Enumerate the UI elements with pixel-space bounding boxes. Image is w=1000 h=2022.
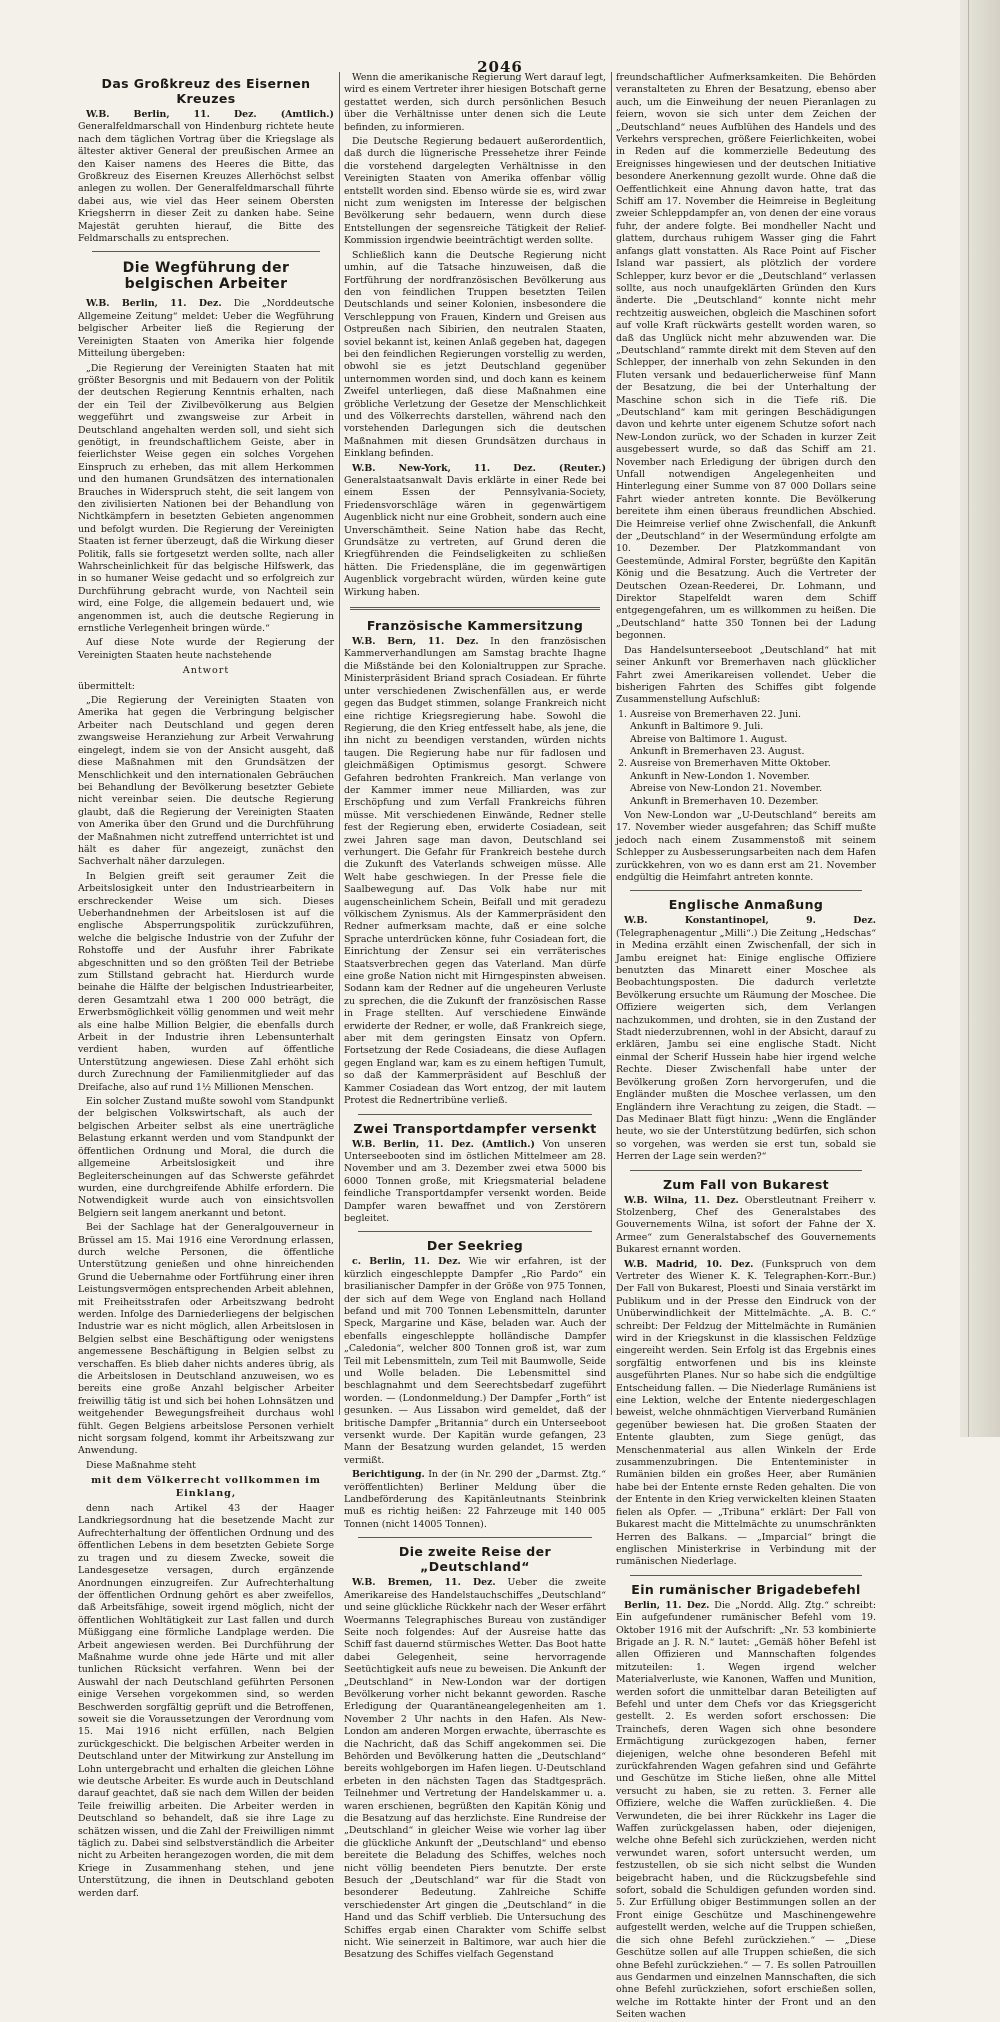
paragraph: (Funkspruch von dem Vertreter des Wiener K. K. Telegraphen-Korr.-Bur.) Der Fall von Bukarest, Ploesti und Sinaia verstärkt im Publikum und in der Presse den Eindruck von der Unüberwindlichkeit der Mittelmächte. „A. B. C.“ schreibt: Der Feldzug der Mittelmächte in Rumänien wird in der Kriegskunst in die klassischen Feldzüge eingereiht werden. Sein Erfolg ist das Ergebnis eines sorgfältig entworfenen und bis ins kleinste ausgeführten Planes. Nur so habe sich die endgültige Entscheidung fallen. — Die Niederlage Rumäniens ist eine Lektion, welche der Entente niedergeschlagen beweist, welche ohnmächtigen Vierverband Rumänien gegenüber bewiesen hat. Die großen Staaten der Entente glaubten, zum Siege genügt, das Menschenmaterial aus allen Winkeln der Erde zusammenzubringen. Die Ententeminister in Rumänien bilden ein großes Heer, aber Rumänien habe bei der Entente ernste Reden gehalten. Die von der Entente in den Krieg verwickelten kleinen Staaten fielen als Opfer. — „Tribuna“ erklärt: Der Fall von Bukarest macht die Mittelmächte zu unumschränkten Herren des Balkans. — „Imparcial“ bringt die englischen Ministerkrise in Verbindung mit der rumänischen Niederlage. (616, 1258, 876, 1568)
paragraph: Die „Norddeutsche Allgemeine Zeitung“ meldet: Ueber die Wegführung belgischer Arbeiter ließ die Regierung der Vereinigten Staaten von Amerika hier folgende Mitteilung übergeben: (78, 298, 335, 360)
article-title: Die Wegführung der belgischen Arbeiter (122, 260, 290, 293)
list-item-detail: Ankunft in Bremerhaven 10. Dezember. (630, 795, 819, 807)
page-edge (960, 0, 1000, 1437)
dateline: Berichtigung. (352, 1469, 425, 1481)
subheading: mit dem Völkerrecht vollkommen im Einklang, (91, 1475, 321, 1499)
paragraph: Wenn die amerikanische Regierung Wert darauf legt, wird es einem Vertreter ihrer hiesigen Botschaft gerne gestattet werden, sich durch persönlichen Besuch über die Verhältnisse unter denen sich die Leute befinden, zu informieren. (344, 72, 606, 133)
column-2 (344, 72, 607, 1961)
divider (92, 251, 320, 252)
paragraph: Schließlich kann die Deutsche Regierung nicht umhin, auf die Tatsache hinzuweisen, daß die Fortführung der nordfranzösischen Bevölkerung aus den von feindlichen Truppen besetzten Teilen Deutschlands und seiner Kolonien, insbesondere die Verschleppung von Frauen, Kindern und Greisen aus Ostpreußen nach Sibirien, den neutralen Staaten, soviel bekannt ist, keinen Anlaß gegeben hat, dagegen bei den feindlichen Regierungen vorstellig zu werden, obwohl sie es jetzt Deutschland gegenüber unternommen worden sind, und doch kann es keinem Zweifel unterliegen, daß diese Maßnahmen eine gröbliche Verletzung der Gesetze der Menschlichkeit und des Völkerrechts darstellen, während nach den vorstehenden Darlegungen sich die deutschen Maßnahmen mit diesen Grundsätzen durchaus in Einklang befinden. (344, 249, 606, 460)
list-item-detail: Ankunft in New-London 1. November. (630, 770, 810, 782)
article-title: Der Seekrieg (426, 1238, 524, 1254)
column-1 (78, 72, 335, 1899)
paragraph: „Die Regierung der Vereinigten Staaten hat mit größter Besorgnis und mit Bedauern von der Politik der deutschen Regierung Kenntnis erhalten, nach der ein Teil der Zivilbevölkerung aus Belgien weggeführt und zwangsweise zur Arbeit in Deutschland angehalten werden soll, und sieht sich genötigt, in freundschaftlichem Geiste, aber in feierlichster Weise gegen ein solches Vorgehen Einspruch zu erheben, das mit allem Herkommen und den humanen Grundsätzen des internationalen Brauches in Widerspruch steht, die seit langem von den zivilisierten Nationen bei der Behandlung von Nichtkämpfern in besetzten Gebieten angenommen und befolgt wurden. Die Regierung der Vereinigten Staaten ist ferner überzeugt, daß die Wirkung dieser Politik, falls sie fortgesetzt werden sollte, nach aller Wahrscheinlichkeit für das belgische Hilfswerk, das in so humaner Weise gedacht und so erfolgreich zur Durchführung gebracht wurde, von Nachteil sein wird, eine Folge, die allgemein bedauert und, wie angenommen ist, auch die deutsche Regierung in ernstliche Verlegenheit bringen würde.“ (78, 362, 334, 635)
list-item-detail: Abreise von New-London 21. November. (630, 783, 823, 795)
paragraph: Von unseren Unterseebooten sind im östlichen Mittelmeer am 28. November und am 3. Dezember zwei etwa 5000 bis 6000 Tonnen große, mit Kriegsmaterial beladene feindliche Transportdampfer versenkt worden. Beide Dampfer waren bewaffnet und von Zerstörern begleitet. (344, 1138, 607, 1224)
margin-line (968, 0, 969, 1437)
divider (630, 1575, 862, 1576)
article-title: Englische Anmaßung (668, 897, 824, 913)
list-item (630, 758, 876, 808)
paragraph: Diese Maßnahme steht (86, 1459, 196, 1471)
paragraph: denn nach Artikel 43 der Haager Landkriegsordnung hat die besetzende Macht zur Aufrechterhaltung der öffentlichen Ordnung und des öffentlichen Lebens in dem besetzten Gebiete Sorge zu tragen und zu diesem Zwecke, soweit die Landesgesetze versagen, durch ergänzende Anordnungen einzugreifen. Zur Aufrechterhaltung der öffentlichen Ordnung gehört es aber zweifellos, daß Arbeitsfähige, soweit irgend möglich, nicht der öffentlichen Wohltätigkeit zur Last fallen und durch Müßiggang eine förmliche Landplage werden. Die Arbeit angewiesen werden. Bei Durchführung der Maßnahme wurde ohne jede Härte und mit aller tunlichen Rücksicht verfahren. Wenn bei der Auswahl der nach Deutschland geführten Personen einige Versehen vorgekommen sind, so werden Beschwerden sorgfältig geprüft und die Betroffenen, soweit sie die Voraussetzungen der Verordnung vom 15. Mai 1916 nicht erfüllen, nach Belgien zurückgeschickt. Die belgischen Arbeiter werden in Deutschland unter der Mitwirkung zur Anstellung im Lohn untergebracht und erhalten die gleichen Löhne wie deutsche Arbeiter. Es wurde auch in Deutschland darauf geachtet, daß sie nach dem Willen der beiden Teile freiwillig arbeiten. Die Arbeiter werden in Deutschland so behandelt, daß sie ihre Lage zu schätzen wissen, und die Zahl der Freiwilligen nimmt täglich zu. Dabei sind selbstverständlich die Arbeiter nicht zu Arbeiten herangezogen worden, die mit dem Kriege in Zusammenhang stehen, und jene Unterstützung, die ihnen in Deutschland geboten werden darf. (78, 1503, 334, 1899)
divider (358, 1231, 592, 1232)
paragraph: Die Deutsche Regierung bedauert außerordentlich, daß durch die lügnerische Pressehetze ihrer Feinde die vorstehend dargelegten Verhältnisse in den Vereinigten Staaten von Amerika offenbar völlig entstellt worden sind. Ebenso würde sie es, wird zwar nicht zum wenigsten im Interesse der belgischen Bevölkerung sehr bedauern, wenn durch diese Entstellungen der segensreiche Tätigkeit der Relief-Kommission irgendwie beeinträchtigt werden sollte. (344, 136, 606, 247)
paragraph: Die „Nordd. Allg. Ztg.“ schreibt: Ein aufgefundener rumänischer Befehl vom 19. Oktober 1916 mit der Aufschrift: „Nr. 53 kombinierte Brigade an J. R. N.“ lautet: „Gemäß höher Befehl ist allen Offizieren und Mannschaften folgendes mitzuteilen: 1. Wegen irgend welcher Materialverluste, wie Kanonen, Waffen und Munition, werden sofort die unmittelbar daran Beteiligten auf Befehl und unter dem Chefs vor das Kriegsgericht gestellt. 2. Es werden sofort erschossen: Die Trainchefs, deren Wagen sich ohne besondere Ermächtigung zurückgezogen haben, ferner diejenigen, welche ohne besonderen Befehl mit zurückfahrenden Wagen gefahren sind und Gefährte und Geschütze im Stiche ließen, ohne alle Mittel versucht zu haben, sie zu retten. 3. Ferner alle Offiziere, welche die Waffen zurückließen. 4. Die Verwundeten, die bei ihrer Rückkehr ins Lager die Waffen zurückgelassen haben, oder diejenigen, welche ohne Befehl sich zurückziehen, werden nicht verwundet waren, sofort untersucht werden, um festzustellen, ob sie sich nicht selbst die Wunden beigebracht haben, und die Rückzugsbefehle sind sofort, sobald die Schuldigen gefunden worden sind. 5. Zur Erfüllung obiger Bestimmungen sollen an der Front einige Geschütze und Maschinengewehre aufgestellt werden, welche auf die Truppen schießen, die sich ohne Befehl zurückziehen.“ — „Diese Geschütze sollen auf alle Truppen schießen, die sich ohne Befehl zurückziehen.“ — 7. Es sollen Patrouillen aus Gendarmen und einzelnen Mannschaften, die sich ohne Befehl zurückziehen, sofort erschießen sollen, welche im Rottakte hinter der Front und an den Seiten wachen (616, 1599, 876, 2021)
article-title: Die zweite Reise der „Deutschland“ (398, 1544, 552, 1575)
article-title: Zum Fall von Bukarest (662, 1176, 830, 1192)
dateline: W.B. Berlin, 11. Dez. (Amtlich.) (352, 1138, 535, 1150)
list-item-detail: Ankunft in Baltimore 9. Juli. (630, 721, 764, 733)
paragraph: Wie wir erfahren, ist der kürzlich eingeschleppte Dampfer „Rio Pardo“ ein brasilianischer Dampfer in der Größe von 975 Tonnen, der sich auf dem Wege von England nach Holland befand und mit 700 Tonnen Lebensmitteln, darunter Speck, Margarine und Käse, beladen war. Auch der ebenfalls eingeschleppte holländische Dampfer „Caledonia“, welcher 800 Tonnen groß ist, war zum Teil mit Lebensmitteln, zum Teil mit Baumwolle, Seide und Wolle beladen. Die Lebensmittel sind beschlagnahmt und dem Seerechtsbedarf zugeführt worden. — (Londonmeldung.) Der Dampfer „Forth“ ist gesunken. — Aus Lissabon wird gemeldet, daß der britische Dampfer „Britannia“ durch ein Unterseeboot versenkt wurde. Der Kapitän wurde gefangen, 23 Mann der Besatzung wurden gelandet, 15 werden vermißt. (344, 1256, 606, 1466)
dateline: c. Berlin, 11. Dez. (352, 1256, 461, 1268)
divider (630, 1170, 862, 1171)
paragraph: (Telegraphenagentur „Milli“.) Die Zeitung „Hedschas“ in Medina erzählt einen Zwischenfall, der sich in Jambu ereignet hat: Einige englische Offiziere benutzten das Minarett einer Moschee als Beobachtungsposten. Die dadurch verletzte Bevölkerung ersuchte um Räumung der Moschee. Die Offiziere weigerten sich, dem Verlangen nachzukommen, und drohten, sie in den Zustand der Stadt niederzubrennen, wohl in der Absicht, darauf zu erklären, Jambu sei eine englische Stadt. Nicht einmal der Scherif Hussein habe hier irgend welche Rechte. Dieser Zwischenfall habe unter der Bevölkerung großen Zorn hervorgerufen, und die Engländer mußten die Moschee verlassen, um den Engländern ihre Verachtung zu zeigen, die Stadt. — Das Medinaer Blatt fügt hinzu: „Wenn die Engländer heute, wo sie der Unterstützung bedürfen, sich schon so vorgehen, was werden sie erst tun, sobald sie Herren der Lage sein werden?“ (616, 927, 876, 1163)
article-title: Zwei Transportdampfer versenkt (353, 1120, 597, 1136)
paragraph: Ueber die zweite Amerikareise des Handelstauchschiffes „Deutschland“ und seine glückliche Rückkehr nach der Weser erfährt Woermanns Telegraphisches Bureau von zuständiger Seite noch folgendes: Auf der Ausreise hatte das Schiff fast dauernd stürmisches Wetter. Das Boot hatte dabei Gelegenheit, seine hervorragende Seetüchtigkeit aufs neue zu beweisen. Die Ankunft der „Deutschland“ in New-London war der dortigen Bevölkerung vorher nicht bekannt geworden. Rasche Erledigung der Quarantäneangelegenheiten am 1. November 2 Uhr nachts in den Hafen. Als New-London am anderen Morgen erwachte, überraschte es die Nachricht, daß das Schiff angekommen sei. Die Behörden und Bevölkerung hatten die „Deutschland“ bereits wohlgeborgen im Hafen liegen. U-Deutschland erbeten in den nächsten Tagen das Stadtgespräch. Teilnehmer und Vertretung der Handelskammer u. a. waren erschienen, begrüßten den Kapitän König und die Besatzung auf das herzlichste. Eine Rundreise der „Deutschland“ in gleicher Weise wie vorher lag über die glückliche Ankunft der „Deutschland“ und ebenso bereitete die Beladung des Schiffes, welches noch nicht völlig beendeten Piers benutzte. Der erste Besuch der „Deutschland“ war für die Stadt von besonderer Bedeutung. Zahlreiche Schiffe verschiedenster Art gingen die „Deutschland“ in die Hand und das Schiff verblieb. Die Untersuchung des Schiffes ergab einen Charakter vom Schiffe selbst nicht. Wie seinerzeit in Baltimore, war auch hier die Besatzung des Schiffes vielfach Gegenstand (344, 1577, 606, 1961)
list-item-detail: Ankunft in Bremerhaven 23. August. (630, 745, 805, 757)
paragraph: Von New-London war „U-Deutschland“ bereits am 17. November wieder ausgefahren; das Schiff mußte jedoch nach einem Zusammenstoß mit seinem Schlepper zu Ausbesserungsarbeiten nach dem Hafen zurückkehren, von wo es dann erst am 21. November endgültig die Heimfahrt antreten konnte. (616, 809, 876, 883)
list-item-title: Ausreise von Bremerhaven Mitte Oktober. (630, 758, 831, 770)
itinerary-list (630, 709, 876, 808)
paragraph: freundschaftlicher Aufmerksamkeiten. Die Behörden veranstalteten zu Ehren der Besatzung, ebenso aber auch, um die Einweihung der neuen Pieranlagen zu feiern, wovon sie sich unter dem Zeichen der „Deutschland“ neues Aufblühen des Handels und des Verkehrs versprechen, größere Feierlichkeiten, wobei in Reden auf die kommerzielle Bedeutung des Ereignisses hingewiesen und der deutschen Initiative besondere Anerkennung gezollt wurde. Ohne daß die Oeffentlichkeit eine Ahnung davon hatte, trat das Schiff am 17. November die Heimreise in Begleitung zweier Schleppdampfer an, von denen der eine voraus fuhr, der andere folgte. Bei mondheller Nacht und glattem, durchaus ruhigem Wasser ging die Fahrt anfangs glatt vonstatten. Als Race Point auf Fischer Island war passiert, als plötzlich der vordere Schlepper, kurz bevor er die „Deutschland“ verlassen sollte, aus noch unaufgeklärten Gründen den Kurs änderte. Die „Deutschland“ konnte nicht mehr rechtzeitig ausweichen, obgleich die Maschinen sofort auf volle Kraft rückwärts gestellt worden waren, so daß das Unglück nicht mehr abzuwenden war. Die „Deutschland“ rammte direkt mit dem Steven auf den Schlepper, der innerhalb von zehn Sekunden in den Fluten versank und bedauerlicherweise fünf Mann der Besatzung, die bei der Unterhaltung der Maschine schon sich in die Tiefe riß. Die „Deutschland“ kam mit geringen Beschädigungen davon und kehrte unter eigenem Schutze sofort nach New-London zurück, wo der Schaden in kurzer Zeit ausgebessert wurde, so daß das Schiff am 21. November nach Erledigung der übrigen durch den Unfall notwendigen Angelegenheiten und Hinterlegung einer Summe von 87 000 Dollars seine Fahrt wieder antreten konnte. Die Bevölkerung bereitete ihm einen überaus freundlichen Abschied. Die Heimreise verlief ohne Zwischenfall, die Ankunft der „Deutschland“ in der Wesermündung erfolgte am 10. Dezember. Der Platzkommandant von Geestemünde, Admiral Forster, begrüßte den Kapitän König und die Besatzung. Auch die Vertreter der Deutschen Ozean-Reederei, Dr. Lohmann, und Direktor Stapelfeldt waren dem Schiff entgegengefahren, um es willkommen zu heißen. Die „Deutschland“ hatte 350 Tonnen bei der Ladung begonnen. (616, 72, 876, 642)
paragraph: Ein solcher Zustand mußte sowohl vom Standpunkt der belgischen Volkswirtschaft, als auch der belgischen Arbeiter selbst als eine unerträgliche Belastung erkannt werden und vom Standpunkt der öffentlichen Ordnung und Moral, die durch die allgemeine Arbeitslosigkeit und ihre Begleiterscheinungen auf das Schwerste gefährdet wurden, eine durchgreifende Abhilfe erfordern. Die Notwendigkeit wurde auch von einsichtsvollen Belgiern seit langem anerkannt und betont. (78, 1096, 334, 1219)
divider (350, 607, 600, 610)
dateline: W.B. Berlin, 11. Dez. (Amtlich.) (86, 109, 334, 120)
dateline: W.B. New-York, 11. Dez. (Reuter.) (352, 462, 606, 474)
paragraph: übermittelt: (78, 680, 135, 692)
paragraph: In der (in Nr. 290 der „Darmst. Ztg.“ veröffentlichten) Berliner Meldung über die Landbeförderung des Kapitänleutnants Steinbrink muß es richtig heißen: 22 Fahrzeuge mit 140 005 Tonnen (nicht 14005 Tonnen). (344, 1469, 606, 1530)
page-number: 2046 (477, 58, 523, 76)
dateline: W.B. Konstantinopel, 9. Dez. (624, 915, 876, 927)
paragraph: In den französischen Kammerverhandlungen am Samstag brachte Ihagne die Mißstände bei den Kolonialtruppen zur Sprache. Ministerpräsident Briand sprach Cosiadean. Er führte unter verschiedenen Zwischenfällen aus, er werde gegen das Budget stimmen, solange Frankreich nicht eine richtige Kriegsregierung habe. Sowohl die Regierung, die den Krieg entfesselt habe, als jene, die ihn nicht zu beendigen verstanden, würden nichts taugen. Die Regierung habe nur für fadlosen und gleichmäßigen Optimismus gesorgt. Schwere Gefahren bedrohten Frankreich. Man verlange von der Kammer immer neue Milliarden, was zur Erschöpfung und zum Verfall Frankreichs führen müsse. Mit verschiedenen Einwände, Redner stelle fest der Regierung eben, erwiderte Cosiadean, seit zwei Jahren sage man davon, Deutschland sei verhungert. Die Gefahr für Frankreich bestehe durch die Zukunft des Vaterlands schweigen müsse. Alle Welt habe geschwiegen. In der Presse fiele die Saalbewegung auf. Das Volk habe nur mit augenscheinlichem Schein, Beifall und mit geradezu völkischem Zynismus. Als der Kammerpräsident den Redner aufmerksam machte, daß er eine solche Sprache unterdrücken könne, fuhr Cosiadean fort, die Einrichtung der Zensur sei ein verräterisches Staatsverbrechen gegen das Vaterland. Man dürfe eine große Nation nicht mit Hirngespinsten abweisen. Sodann kam der Redner auf die ungeheuren Verluste zu sprechen, die die Zukunft der französischen Rasse in Frage stellten. Auf verschiedene Einwände erwiderte der Redner, er wolle, daß Frankreich siege, aber mit dem geringsten Einsatz von Opfern. Fortsetzung der Rede Cosiadeans, die diese Auflagen gegen England war, kam es zu einem heftigen Tumult, so daß der Kammerpräsident auf Beschluß der Kammer Cosiadean das Wort entzog, der mit lautem Protest die Rednertribüne verließ. (344, 636, 607, 1107)
divider (358, 1114, 592, 1115)
dateline: W.B. Bern, 11. Dez. (352, 636, 479, 648)
list-item (630, 709, 876, 759)
article-title: Ein rumänischer Brigadebefehl (631, 1581, 861, 1597)
article-title: Französische Kammersitzung (366, 618, 584, 634)
dateline: Berlin, 11. Dez. (624, 1599, 710, 1611)
list-item-title: Ausreise von Bremerhaven 22. Juni. (630, 708, 801, 720)
paragraph: Generalfeldmarschall von Hindenburg richtete heute nach dem täglichen Vortrag über die Kriegslage als ältester aktiver General der preußischen Armee an den Kaiser namens des Heeres die Bitte, das Großkreuz des Eisernen Kreuzes Allerhöchst selbst anlegen zu wollen. Der Generalfeldmarschall führte dabei aus, wie viel das Heer seinem Obersten Kriegsherrn in dieser Zeit zu danken habe. Seine Majestät geruhten hierauf, die Bitte des Feldmarschalls zu entsprechen. (78, 121, 334, 245)
article-title: Das Großkreuz des Eisernen Kreuzes (101, 76, 311, 106)
dateline: W.B. Wilna, 11. Dez. (624, 1194, 739, 1206)
paragraph: „Die Regierung der Vereinigten Staaten von Amerika hat gegen die Verbringung belgischer Arbeiter nach Deutschland und gegen deren zwangsweise Heranziehung zur Arbeit Verwahrung eingelegt, indem sie von der Ansicht ausgeht, daß diese Maßnahmen mit den Grundsätzen der Menschlichkeit und den internationalen Gebräuchen bei Behandlung der Bevölkerung besetzter Gebiete nicht vereinbar seien. Die deutsche Regierung glaubt, daß die Regierung der Vereinigten Staaten von Amerika über den Grund und die Durchführung der Maßnahmen nicht zutreffend unterrichtet ist und hält es daher für angezeigt, zunächst den Sachverhalt näher darzulegen. (78, 695, 334, 868)
divider (358, 1537, 592, 1538)
paragraph: Oberstleutnant Freiherr v. Stolzenberg, Chef des Generalstabes des Gouvernements Wilna, ist sofort der Fahne der X. Armee“ zum Generalstabschef des Gouvernements Bukarest ernannt worden. (616, 1194, 876, 1256)
column-rule (339, 72, 340, 1415)
column-rule (611, 72, 612, 1415)
dateline: W.B. Berlin, 11. Dez. (86, 298, 222, 310)
divider (630, 890, 862, 891)
paragraph: Auf diese Note wurde der Regierung der Vereinigten Staaten heute nachstehende (78, 637, 334, 661)
dateline: W.B. Bremen, 11. Dez. (352, 1577, 496, 1589)
paragraph: In Belgien greift seit geraumer Zeit die Arbeitslosigkeit unter den Industriearbeitern in erschreckender Weise um sich. Dieses Ueberhandnehmen der Arbeitslosen ist auf die englische Absperrungspolitik zurückzuführen, welche die belgische Industrie von der Zufuhr der Rohstoffe und der Ausfuhr ihrer Fabrikate abgeschnitten und so den größten Teil der Betriebe zum Stillstand gebracht hat. Hierdurch wurde beinahe die Hälfte der belgischen Industriearbeiter, deren Gesamtzahl etwa 1 200 000 beträgt, die Erwerbsmöglichkeit völlig genommen und weit mehr als eine halbe Million Belgier, die ebenfalls durch Arbeit in der Industrie ihren Lebensunterhalt verdient haben, wurden auf öffentliche Unterstützung angewiesen. Diese Zahl erhöht sich durch Zurechnung der Familienmitglieder auf das Dreifache, also auf rund 1½ Millionen Menschen. (78, 870, 334, 1093)
subheading: Antwort (182, 665, 230, 677)
dateline: W.B. Madrid, 10. Dez. (624, 1258, 754, 1270)
paragraph: Generalstaatsanwalt Davis erklärte in einer Rede bei einem Essen der Pennsylvania-Society, Friedensvorschläge wären in gegenwärtigem Augenblick nicht nur eine Grobheit, sondern auch eine Unverschämtheit. Seine Nation habe das Recht, Grundsätze zu vertreten, auf Grund deren die Kriegführenden die Feindseligkeiten zu schließen hätten. Die Friedenspläne, die im gegenwärtigen Augenblick vorgebracht würden, würden keine gute Wirkung haben. (344, 475, 606, 598)
list-item-detail: Abreise von Baltimore 1. August. (630, 733, 788, 745)
paragraph: Das Handelsunterseeboot „Deutschland“ hat mit seiner Ankunft vor Bremerhaven nach glücklicher Fahrt zwei Amerikareisen vollendet. Ueber die bisherigen Fahrten des Schiffes gibt folgende Zusammenstellung Aufschluß: (616, 644, 876, 706)
column-3 (616, 72, 876, 2021)
paragraph: Bei der Sachlage hat der Generalgouverneur in Brüssel am 15. Mai 1916 eine Verordnung erlassen, durch welche Personen, die öffentliche Unterstützung genießen und ohne hinreichenden Grund die Uebernahme oder Fortführung einer ihren Leistungsvermögen entsprechenden Arbeit ablehnen, mit Freiheitsstrafen oder Arbeitszwang bedroht werden. Infolge des Darniederliegens der belgischen Industrie war es nicht möglich, allen Arbeitslosen in Belgien selbst eine Beschäftigung oder wenigstens angemessene Beschäftigung in Belgien selbst zu verschaffen. Es blieb daher nichts anderes übrig, als die Arbeitslosen in Deutschland anzuweisen, wo es bereits eine große Anzahl belgischer Arbeiter freiwillig tätig ist und sich bei hohen Lohnsätzen und weitgehender Bewegungsfreiheit durchaus wohl fühlt. Gegen Belgiens arbeitslose Personen verhielt nicht sorgsam folgend, kommt ihr Arbeitszwang zur Anwendung. (78, 1222, 334, 1457)
